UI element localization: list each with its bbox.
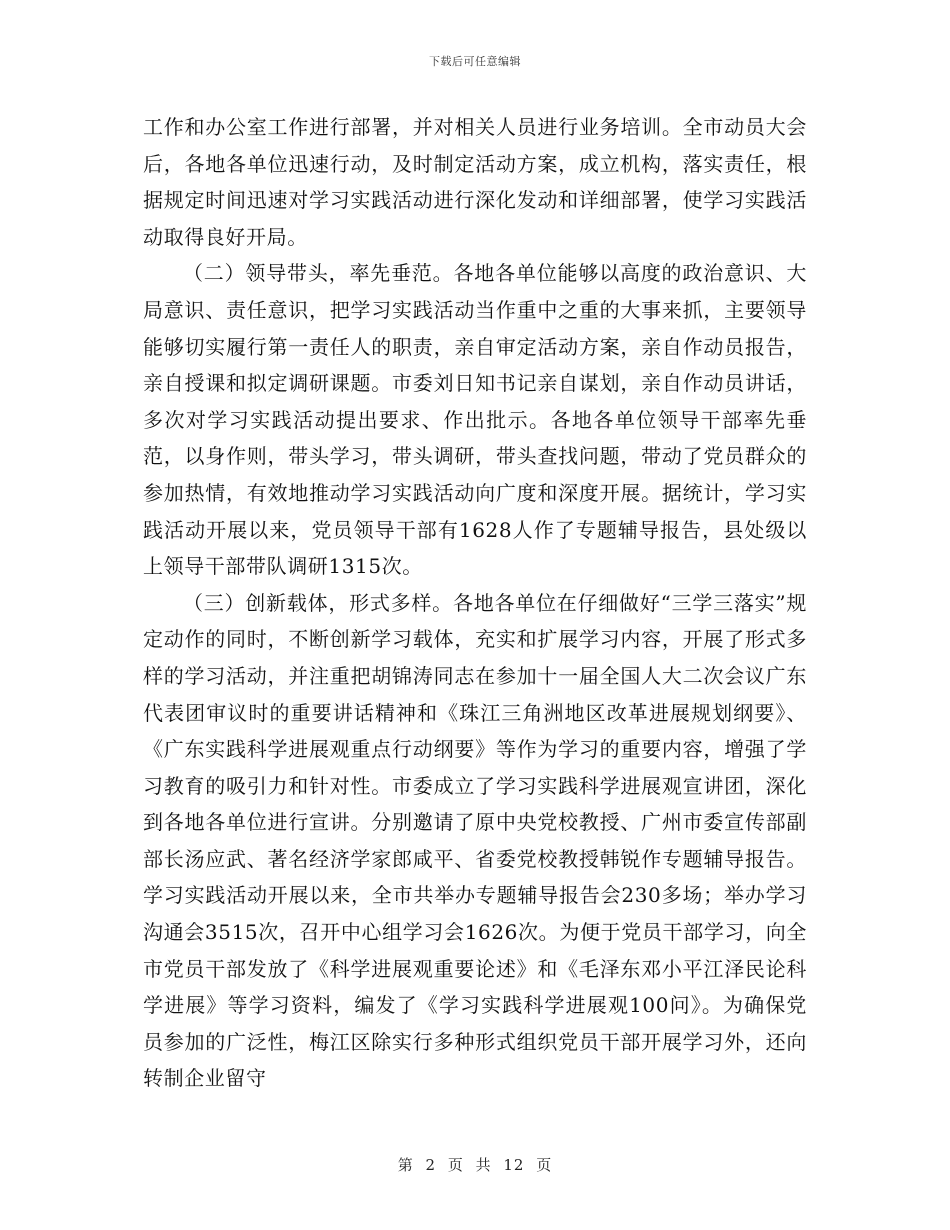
paragraph-continuation: 工作和办公室工作进行部署，并对相关人员进行业务培训。全市动员大会后，各地各单位迅速行动，及时制定活动方案，成立机构，落实责任，根据规定时间迅速对学习实践活动进行深化发动和详细部署，使学习实践活动取得良好开局。 bbox=[143, 115, 807, 249]
page-footer: 第 2 页 共 12 页 bbox=[397, 1156, 553, 1174]
paragraph-section-2: （二）领导带头，率先垂范。各地各单位能够以高度的政治意识、大局意识、责任意识，把学习实践活动当作重中之重的大事来抓，主要领导能够切实履行第一责任人的职责，亲自审定活动方案，亲自作动员报告，亲自授课和拟定调研课题。市委刘日知书记亲自谋划，亲自作动员讲话，多次对学习实践活动提出要求、作出批示。各地各单位领导干部率先垂范，以身作则，带头学习，带头调研，带头查找问题，带动了党员群众的参加热情，有效地推动学习实践活动向广度和深度开展。据统计，学习实践活动开展以来，党员领导干部有1628人作了专题辅导报告，县处级以上领导干部带队调研1315次。 bbox=[143, 261, 807, 579]
document-body bbox=[143, 109, 807, 1097]
page-header: 下载后可任意编辑 bbox=[429, 55, 521, 68]
paragraph-section-3: （三）创新载体，形式多样。各地各单位在仔细做好“三学三落实”规定动作的同时，不断创新学习载体，充实和扩展学习内容，开展了形式多样的学习活动，并注重把胡锦涛同志在参加十一届全国人大二次会议广东代表团审议时的重要讲话精神和《珠江三角洲地区改革进展规划纲要》、《广东实践科学进展观重点行动纲要》等作为学习的重要内容，增强了学习教育的吸引力和针对性。市委成立了学习实践科学进展观宣讲团，深化到各地各单位进行宣讲。分别邀请了原中央党校教授、广州市委宣传部副部长汤应武、著名经济学家郎咸平、省委党校教授韩锐作专题辅导报告。学习实践活动开展以来，全市共举办专题辅导报告会230多场；举办学习沟通会3515次，召开中心组学习会1626次。为便于党员干部学习，向全市党员干部发放了《科学进展观重要论述》和《毛泽东邓小平江泽民论科学进展》等学习资料，编发了《学习实践科学进展观100问》。为确保党员参加的广泛性，梅江区除实行多种形式组织党员干部开展学习外，还向转制企业留守 bbox=[143, 590, 807, 1091]
